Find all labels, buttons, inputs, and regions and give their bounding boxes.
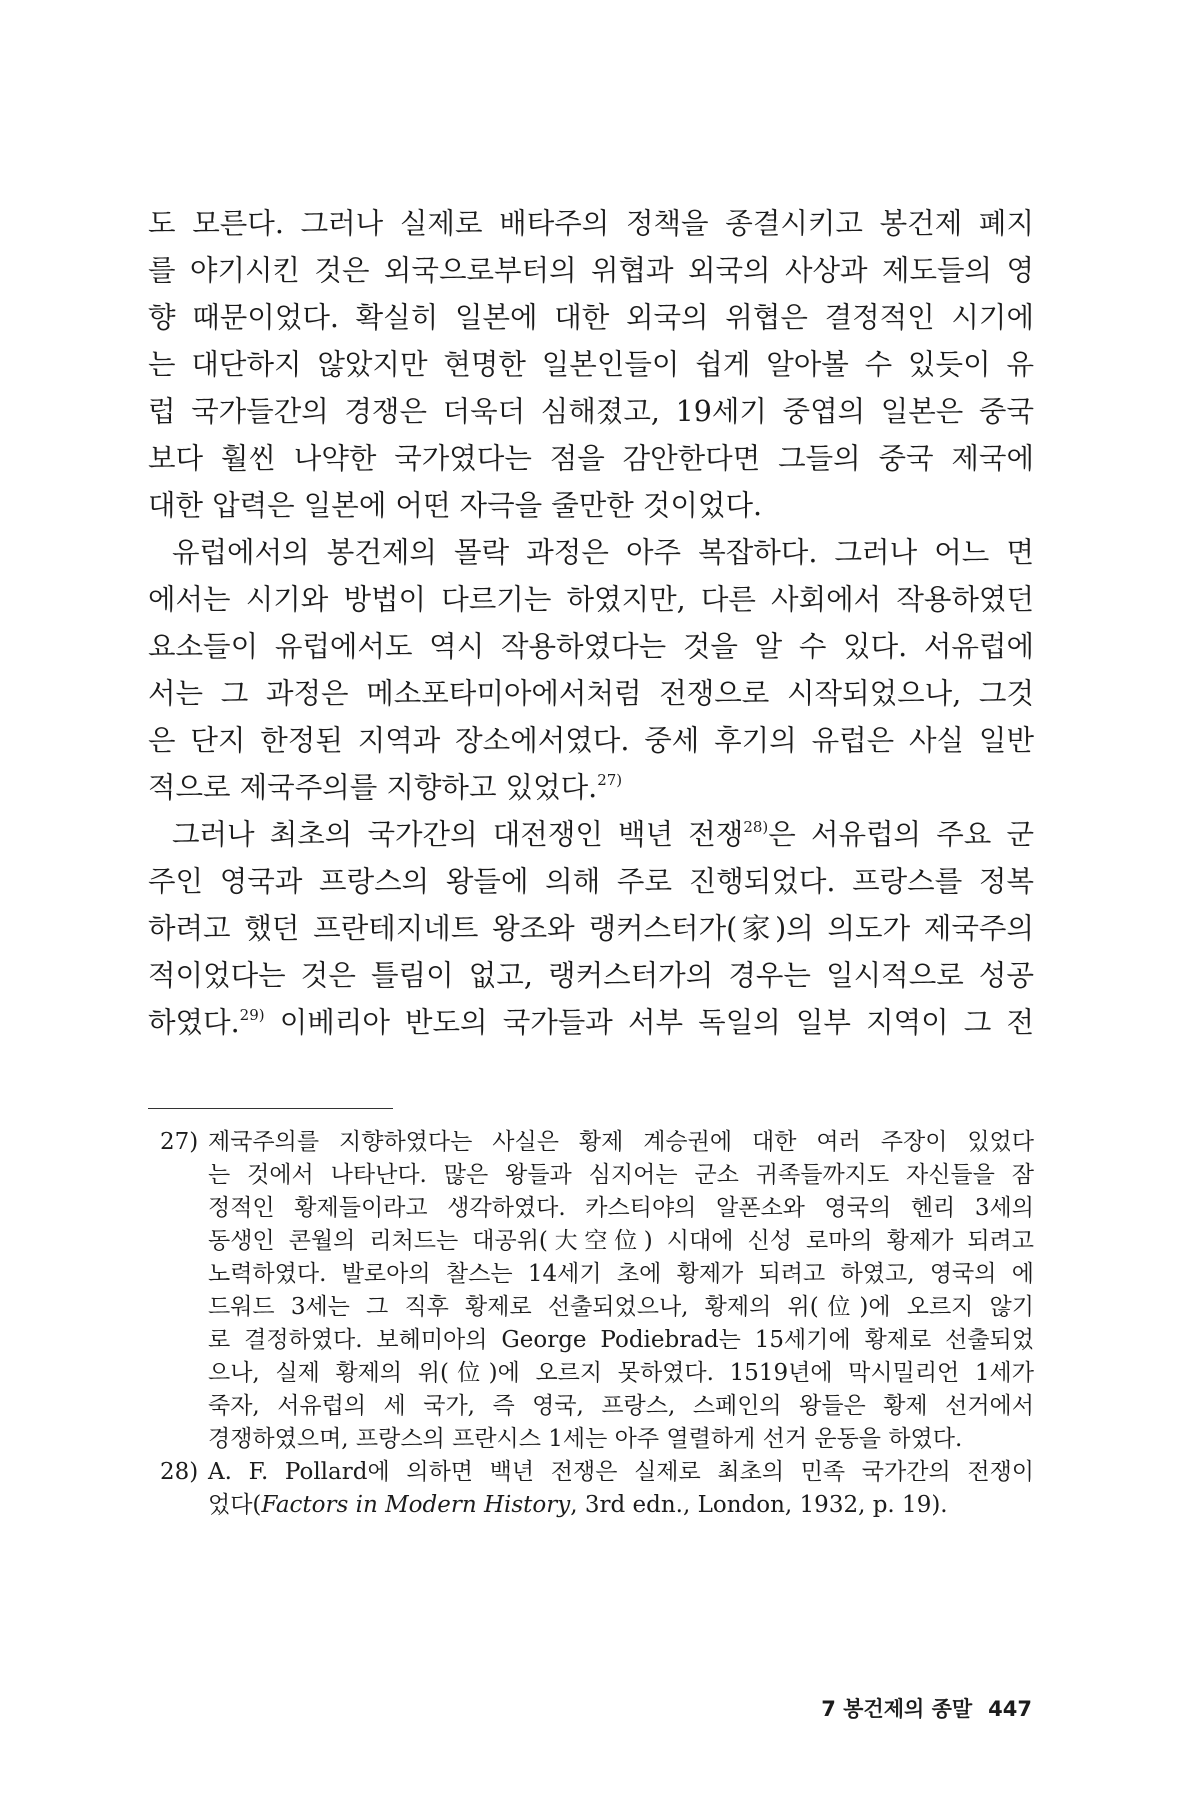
body-line: 보다 훨씬 나약한 국가였다는 점을 감안한다면 그들의 중국 제국에 xyxy=(148,442,1034,475)
running-footer: 7 봉건제의 종말 xyxy=(821,1697,973,1721)
page-footer xyxy=(805,1693,1032,1723)
body-line-text: 적으로 제국주의를 지향하고 있었다. xyxy=(148,771,598,804)
footnotes xyxy=(160,1126,1034,1522)
footnote-ref-27[interactable]: 27) xyxy=(597,771,623,789)
footnote-line: 제국주의를 지향하였다는 사실은 황제 계승권에 대한 여러 주장이 있었다 xyxy=(208,1129,1034,1155)
body-text xyxy=(148,200,1034,1046)
footnote-ref-29[interactable]: 29) xyxy=(239,1006,265,1024)
footnote-line-text: 었다( xyxy=(208,1492,262,1518)
footnote-number: 27) xyxy=(160,1129,199,1155)
page-number: 447 xyxy=(988,1697,1032,1721)
footnote-line: 드워드 3세는 그 직후 황제로 선출되었으나, 황제의 위(位)에 오르지 않기 xyxy=(208,1294,1034,1320)
footnote-divider xyxy=(148,1108,393,1109)
footnote-ref-28[interactable]: 28) xyxy=(743,818,769,836)
body-line: 적이었다는 것은 틀림이 없고, 랭커스터가의 경우는 일시적으로 성공 xyxy=(148,959,1034,992)
body-line-text: 하였다. xyxy=(148,1006,240,1039)
body-line: 를 야기시킨 것은 외국으로부터의 위협과 외국의 사상과 제도들의 영 xyxy=(148,254,1034,287)
footnote-27 xyxy=(160,1126,1034,1456)
body-line-text: 은 서유럽의 주요 군 xyxy=(768,818,1034,851)
footnote-number: 28) xyxy=(160,1459,199,1485)
body-line: 럽 국가들간의 경쟁은 더욱더 심해졌고, 19세기 중엽의 일본은 중국 xyxy=(148,395,1034,428)
body-line: 도 모른다. 그러나 실제로 배타주의 정책을 종결시키고 봉건제 폐지 xyxy=(148,207,1034,240)
footnote-line: 노력하였다. 발로아의 찰스는 14세기 초에 황제가 되려고 하였고, 영국의 에 xyxy=(208,1261,1034,1287)
footnote-28 xyxy=(160,1456,1034,1522)
body-line: 서는 그 과정은 메소포타미아에서처럼 전쟁으로 시작되었으나, 그것 xyxy=(148,677,1034,710)
footnote-line: 로 결정하였다. 보헤미아의 George Podiebrad는 15세기에 황제로 선출되었 xyxy=(208,1327,1034,1353)
body-line: 은 단지 한정된 지역과 장소에서였다. 중세 후기의 유럽은 사실 일반 xyxy=(148,724,1034,757)
body-line: 주인 영국과 프랑스의 왕들에 의해 주로 진행되었다. 프랑스를 정복 xyxy=(148,865,1034,898)
footnote-line: 죽자, 서유럽의 세 국가, 즉 영국, 프랑스, 스페인의 왕들은 황제 선거에서 xyxy=(208,1393,1034,1419)
body-line-text: 그러나 최초의 국가간의 대전쟁인 백년 전쟁 xyxy=(172,818,744,851)
footnote-line: 정적인 황제들이라고 생각하였다. 카스티야의 알폰소와 영국의 헨리 3세의 xyxy=(208,1195,1034,1221)
body-line-text: 이베리아 반도의 국가들과 서부 독일의 일부 지역이 그 전 xyxy=(264,1006,1034,1039)
body-line: 유럽에서의 봉건제의 몰락 과정은 아주 복잡하다. 그러나 어느 면 xyxy=(172,536,1034,569)
footnote-line: 는 것에서 나타난다. 많은 왕들과 심지어는 군소 귀족들까지도 자신들을 잠 xyxy=(208,1162,1034,1188)
footnote-line: 동생인 콘월의 리처드는 대공위(大空位) 시대에 신성 로마의 황제가 되려고 xyxy=(208,1228,1034,1254)
body-line xyxy=(148,764,1034,811)
body-line: 요소들이 유럽에서도 역시 작용하였다는 것을 알 수 있다. 서유럽에 xyxy=(148,630,1034,663)
citation-title: Factors in Modern History xyxy=(261,1492,571,1518)
body-line: 하려고 했던 프란테지네트 왕조와 랭커스터가(家)의 의도가 제국주의 xyxy=(148,912,1034,945)
body-line: 에서는 시기와 방법이 다르기는 하였지만, 다른 사회에서 작용하였던 xyxy=(148,583,1034,616)
footnote-line: 경쟁하였으며, 프랑스의 프란시스 1세는 아주 열렬하게 선거 운동을 하였다. xyxy=(208,1426,963,1452)
body-line xyxy=(148,811,1034,858)
citation-details: , 3rd edn., London, 1932, p. 19). xyxy=(570,1492,948,1518)
footnote-line: A. F. Pollard에 의하면 백년 전쟁은 실제로 최초의 민족 국가간의 전쟁이 xyxy=(208,1459,1034,1485)
footnote-line: 으나, 실제 황제의 위(位)에 오르지 못하였다. 1519년에 막시밀리언 1세가 xyxy=(208,1360,1034,1386)
body-line: 대한 압력은 일본에 어떤 자극을 줄만한 것이었다. xyxy=(148,489,763,522)
body-line xyxy=(148,999,1034,1046)
body-line: 향 때문이었다. 확실히 일본에 대한 외국의 위협은 결정적인 시기에 xyxy=(148,301,1034,334)
body-line: 는 대단하지 않았지만 현명한 일본인들이 쉽게 알아볼 수 있듯이 유 xyxy=(148,348,1034,381)
footnote-line xyxy=(208,1489,1034,1522)
